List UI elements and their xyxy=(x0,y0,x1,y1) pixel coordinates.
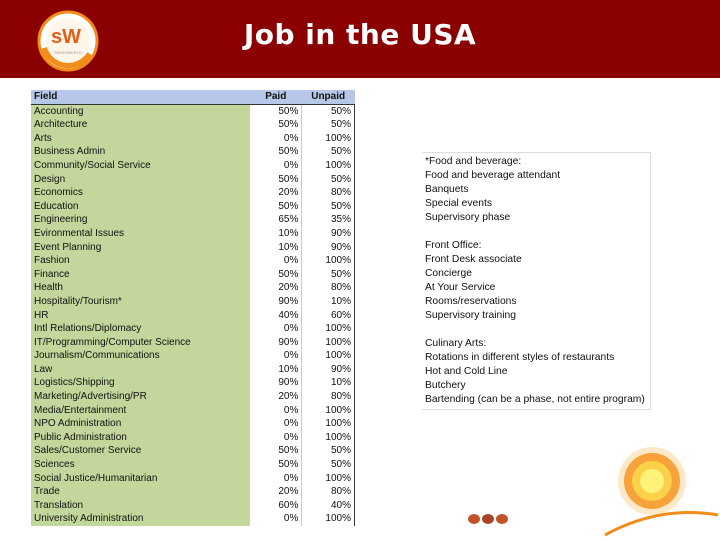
unpaid-cell: 100% xyxy=(302,159,355,173)
table-row xyxy=(31,472,355,486)
unpaid-cell: 50% xyxy=(302,458,355,472)
table-row xyxy=(31,417,355,431)
unpaid-cell: 80% xyxy=(302,186,355,200)
field-cell: Design xyxy=(31,173,250,187)
notes-line: Supervisory phase xyxy=(425,212,511,223)
paid-cell: 10% xyxy=(250,363,302,377)
field-cell: HR xyxy=(31,309,250,323)
field-cell: Engineering xyxy=(31,213,250,227)
unpaid-cell: 10% xyxy=(302,295,355,309)
field-cell: Evironmental Issues xyxy=(31,227,250,241)
unpaid-cell: 100% xyxy=(302,254,355,268)
table-row xyxy=(31,145,355,159)
table-row xyxy=(31,132,355,146)
unpaid-cell: 50% xyxy=(302,444,355,458)
paid-cell: 0% xyxy=(250,472,302,486)
table-row xyxy=(31,173,355,187)
table-row xyxy=(31,512,355,526)
table-row xyxy=(31,444,355,458)
paid-cell: 50% xyxy=(250,268,302,282)
field-cell: NPO Administration xyxy=(31,417,250,431)
paid-cell: 90% xyxy=(250,376,302,390)
notes-line: Bartending (can be a phase, not entire program) xyxy=(425,394,645,405)
unpaid-cell: 80% xyxy=(302,281,355,295)
paid-cell: 65% xyxy=(250,213,302,227)
unpaid-cell: 90% xyxy=(302,227,355,241)
field-cell: Education xyxy=(31,200,250,214)
unpaid-cell: 40% xyxy=(302,499,355,513)
paid-cell: 0% xyxy=(250,132,302,146)
paid-cell: 90% xyxy=(250,336,302,350)
field-cell: Law xyxy=(31,363,250,377)
paid-cell: 0% xyxy=(250,431,302,445)
paid-cell: 60% xyxy=(250,499,302,513)
unpaid-cell: 100% xyxy=(302,431,355,445)
unpaid-cell: 60% xyxy=(302,309,355,323)
table-row xyxy=(31,458,355,472)
notes-line: Food and beverage attendant xyxy=(425,170,561,181)
table-row xyxy=(31,499,355,513)
table-row xyxy=(31,363,355,377)
unpaid-cell: 100% xyxy=(302,512,355,526)
table-row xyxy=(31,159,355,173)
notes-line: Front Office: xyxy=(425,240,482,251)
field-cell: Community/Social Service xyxy=(31,159,250,173)
unpaid-cell: 100% xyxy=(302,322,355,336)
unpaid-cell: 90% xyxy=(302,363,355,377)
field-cell: Architecture xyxy=(31,118,250,132)
paid-cell: 40% xyxy=(250,309,302,323)
table-row xyxy=(31,336,355,350)
field-pay-table xyxy=(31,90,355,526)
paid-cell: 50% xyxy=(250,118,302,132)
paid-cell: 20% xyxy=(250,390,302,404)
paid-cell: 90% xyxy=(250,295,302,309)
table-row xyxy=(31,200,355,214)
table-row xyxy=(31,118,355,132)
table-row xyxy=(31,390,355,404)
table-row xyxy=(31,485,355,499)
paid-cell: 0% xyxy=(250,254,302,268)
table-row xyxy=(31,213,355,227)
field-cell: IT/Programming/Computer Science xyxy=(31,336,250,350)
field-cell: Public Administration xyxy=(31,431,250,445)
paid-cell: 50% xyxy=(250,444,302,458)
unpaid-cell: 50% xyxy=(302,104,355,118)
table-row xyxy=(31,186,355,200)
paid-cell: 20% xyxy=(250,485,302,499)
field-cell: Marketing/Advertising/PR xyxy=(31,390,250,404)
notes-spacer xyxy=(425,225,650,239)
header-divider xyxy=(0,77,720,78)
paid-cell: 50% xyxy=(250,145,302,159)
paid-cell: 0% xyxy=(250,159,302,173)
decorative-sun-graphic xyxy=(600,445,720,540)
paid-cell: 0% xyxy=(250,417,302,431)
field-cell: Journalism/Communications xyxy=(31,349,250,363)
logo-text: sW xyxy=(51,26,81,48)
notes-line: At Your Service xyxy=(425,282,496,293)
field-cell: Trade xyxy=(31,485,250,499)
unpaid-cell: 35% xyxy=(302,213,355,227)
notes-line: Concierge xyxy=(425,268,472,279)
paid-cell: 0% xyxy=(250,404,302,418)
field-cell: Sales/Customer Service xyxy=(31,444,250,458)
notes-spacer xyxy=(425,323,650,337)
notes-line: Butchery xyxy=(425,380,466,391)
notes-line: Rooms/reservations xyxy=(425,296,517,307)
field-cell: Economics xyxy=(31,186,250,200)
table-row xyxy=(31,349,355,363)
field-cell: University Administration xyxy=(31,512,250,526)
field-cell: Intl Relations/Diplomacy xyxy=(31,322,250,336)
notes-line: Culinary Arts: xyxy=(425,338,487,349)
unpaid-cell: 100% xyxy=(302,404,355,418)
slide-header xyxy=(0,0,720,77)
table-body xyxy=(31,104,355,526)
notes-line: Supervisory training xyxy=(425,310,516,321)
field-cell: Logistics/Shipping xyxy=(31,376,250,390)
paid-cell: 0% xyxy=(250,322,302,336)
field-cell: Hospitality/Tourism* xyxy=(31,295,250,309)
field-cell: Accounting xyxy=(31,104,250,118)
paid-cell: 50% xyxy=(250,458,302,472)
table-row xyxy=(31,404,355,418)
paid-cell: 50% xyxy=(250,173,302,187)
table-row xyxy=(31,254,355,268)
unpaid-cell: 50% xyxy=(302,145,355,159)
table-row xyxy=(31,295,355,309)
unpaid-cell: 50% xyxy=(302,173,355,187)
paid-cell: 10% xyxy=(250,241,302,255)
table-row xyxy=(31,322,355,336)
paid-cell: 10% xyxy=(250,227,302,241)
unpaid-cell: 100% xyxy=(302,417,355,431)
notes-line: Banquets xyxy=(425,184,469,195)
field-cell: Translation xyxy=(31,499,250,513)
table-row xyxy=(31,227,355,241)
unpaid-cell: 10% xyxy=(302,376,355,390)
field-cell: Business Admin xyxy=(31,145,250,159)
paid-cell: 50% xyxy=(250,104,302,118)
unpaid-cell: 90% xyxy=(302,241,355,255)
field-cell: Finance xyxy=(31,268,250,282)
col-header-unpaid: Unpaid xyxy=(302,90,355,104)
decorative-dots xyxy=(466,512,514,526)
notes-line: Front Desk associate xyxy=(425,254,522,265)
unpaid-cell: 100% xyxy=(302,472,355,486)
field-cell: Event Planning xyxy=(31,241,250,255)
table-row xyxy=(31,104,355,118)
paid-cell: 0% xyxy=(250,512,302,526)
paid-cell: 20% xyxy=(250,281,302,295)
unpaid-cell: 100% xyxy=(302,336,355,350)
page-title: Job in the USA xyxy=(243,18,477,51)
unpaid-cell: 50% xyxy=(302,200,355,214)
unpaid-cell: 100% xyxy=(302,349,355,363)
table-row xyxy=(31,431,355,445)
notes-line: *Food and beverage: xyxy=(425,156,522,167)
table-header-row xyxy=(31,90,355,104)
notes-line: Rotations in different styles of restaurants xyxy=(425,352,615,363)
unpaid-cell: 80% xyxy=(302,390,355,404)
field-cell: Media/Entertainment xyxy=(31,404,250,418)
paid-cell: 50% xyxy=(250,200,302,214)
col-header-paid: Paid xyxy=(250,90,302,104)
field-cell: Sciences xyxy=(31,458,250,472)
svg-text:SWISSWORLD: SWISSWORLD xyxy=(54,50,82,55)
field-cell: Social Justice/Humanitarian xyxy=(31,472,250,486)
notes-line: Hot and Cold Line xyxy=(425,366,508,377)
notes-line: Special events xyxy=(425,198,492,209)
unpaid-cell: 50% xyxy=(302,268,355,282)
unpaid-cell: 100% xyxy=(302,132,355,146)
program-notes-box xyxy=(422,152,651,410)
unpaid-cell: 50% xyxy=(302,118,355,132)
table-row xyxy=(31,376,355,390)
table-row xyxy=(31,241,355,255)
table-row xyxy=(31,309,355,323)
unpaid-cell: 80% xyxy=(302,485,355,499)
field-cell: Fashion xyxy=(31,254,250,268)
paid-cell: 20% xyxy=(250,186,302,200)
table-row xyxy=(31,281,355,295)
table-row xyxy=(31,268,355,282)
paid-cell: 0% xyxy=(250,349,302,363)
field-cell: Arts xyxy=(31,132,250,146)
col-header-field: Field xyxy=(31,90,250,104)
field-cell: Health xyxy=(31,281,250,295)
